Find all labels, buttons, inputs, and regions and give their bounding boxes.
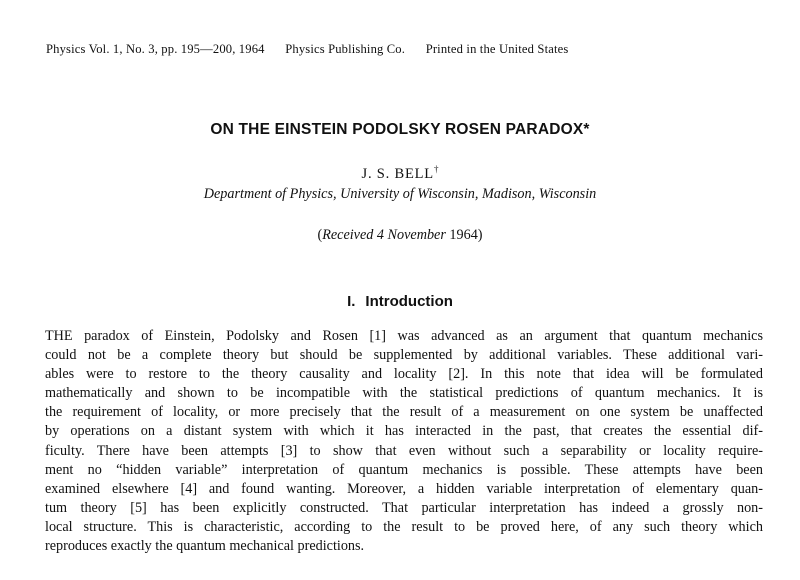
paragraph-line: tum theory [5] has been explicitly constructed. That particular interpretation has indeed a grossly non- <box>45 499 763 516</box>
journal-publisher: Physics Publishing Co. <box>285 42 406 56</box>
paragraph-line: could not be a complete theory but should be supplemented by additional variables. These additional vari- <box>45 347 763 364</box>
paragraph-line: reproduces exactly the quantum mechanical predictions. <box>45 538 365 555</box>
paper-title: ON THE EINSTEIN PODOLSKY ROSEN PARADOX* <box>210 121 590 138</box>
paragraph-line: by operations on a distant system with which it has interacted in the past, that creates the essential dif- <box>45 423 763 440</box>
author-line <box>0 164 800 183</box>
section-heading <box>0 293 800 310</box>
paragraph-line: mathematically and shown to be incompatible with the statistical predictions of quantum mechanics. It is <box>45 385 763 402</box>
author-name: J. S. BELL <box>361 166 434 182</box>
received-label: Received 4 November <box>322 227 446 243</box>
paragraph-line: ables were to restore to the theory causality and locality [2]. In this note that idea will be formulated <box>45 366 763 383</box>
paragraph-line: examined elsewhere [4] and found wanting. Moreover, a hidden variable interpretation of elementary quan- <box>45 480 763 497</box>
journal-header <box>46 42 568 57</box>
journal-printed-location: Printed in the United States <box>425 42 569 56</box>
section-number: I. <box>347 293 356 310</box>
received-date <box>0 227 800 244</box>
paragraph-line: local structure. This is characteristic, according to the result to be proved here, of any such theory which <box>45 518 763 535</box>
received-year: 1964) <box>449 227 483 243</box>
section-title: Introduction <box>365 293 453 310</box>
introduction-paragraph <box>45 327 763 556</box>
journal-citation: Physics Vol. 1, No. 3, pp. 195—200, 1964 <box>46 42 265 56</box>
paragraph-line: ment no “hidden variable” interpretation of quantum mechanics is possible. These attempts have been <box>45 461 763 478</box>
received-open: ( <box>317 227 323 243</box>
author-affiliation: Department of Physics, University of Wisconsin, Madison, Wisconsin <box>203 186 597 202</box>
paragraph-line: ficulty. There have been attempts [3] to show that even without such a separability or locality require- <box>45 442 763 459</box>
author-footnote-mark: † <box>433 164 439 174</box>
paragraph-line: the requirement of locality, or more precisely that the result of a measurement on one system be unaffected <box>45 404 763 421</box>
paragraph-line: THE paradox of Einstein, Podolsky and Rosen [1] was advanced as an argument that quantum mechanics <box>45 328 763 344</box>
